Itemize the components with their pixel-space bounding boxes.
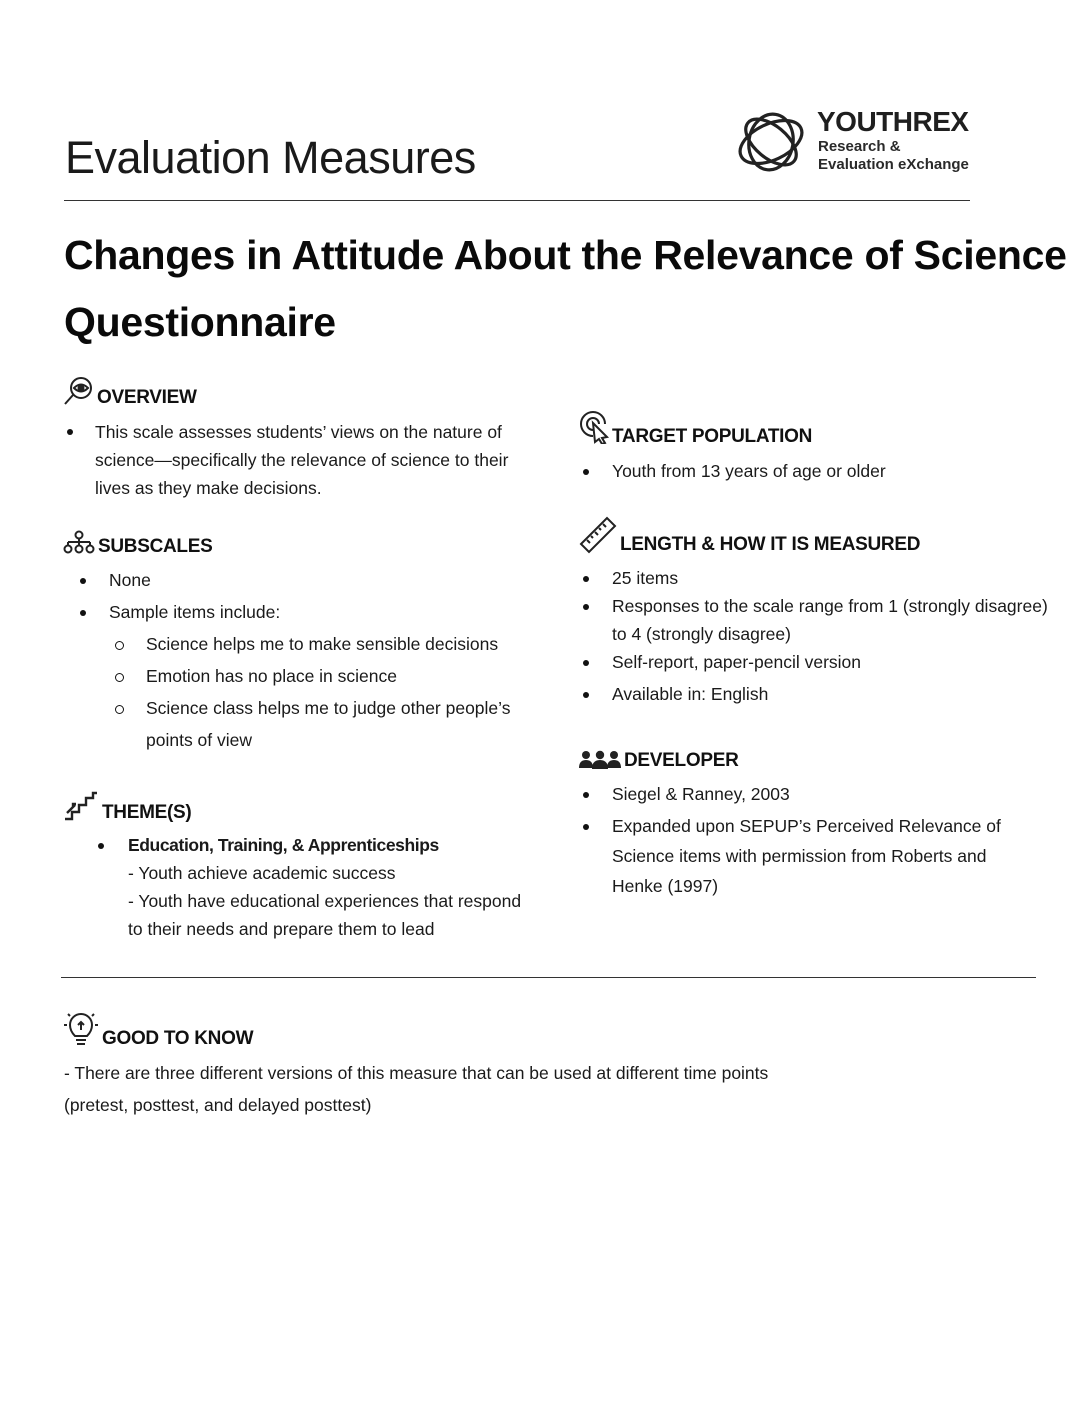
bullet: [583, 692, 589, 698]
theme-name: Education, Training, & Apprenticeships: [128, 835, 439, 855]
bullet: [98, 843, 104, 849]
developer-item-2-continuation-2: Henke (1997): [612, 876, 719, 896]
length-list: [580, 564, 1048, 704]
overview-line-1: This scale assesses students’ views on the nature of: [95, 422, 502, 442]
developer-item-2: Expanded upon SEPUP’s Perceived Relevance of: [612, 816, 1001, 836]
bullet: [583, 604, 589, 610]
bullet: [80, 578, 86, 584]
orbit-logo-icon: [733, 104, 811, 180]
themes-heading: THEME(S): [102, 802, 192, 823]
overview-line-2: science—specifically the relevance of science to their: [95, 450, 509, 470]
bullet: [583, 469, 589, 475]
sample-item-2: Emotion has no place in science: [146, 666, 397, 686]
subscale-item-1: None: [109, 570, 151, 590]
page-title: [64, 222, 1067, 356]
developer-item-1: Siegel & Ranney, 2003: [612, 784, 790, 804]
themes-list: [64, 831, 534, 951]
subscale-item-2: Sample items include:: [109, 602, 281, 622]
theme-line-1: - Youth achieve academic success: [128, 863, 396, 883]
sub-bullet: [115, 641, 124, 650]
bullet: [583, 824, 589, 830]
logo-line-2: Evaluation eXchange: [818, 156, 969, 173]
page-title-line-1: Changes in Attitude About the Relevance of Science: [64, 232, 1067, 278]
bullet: [583, 660, 589, 666]
stairs-icon: [63, 791, 99, 821]
length-item-4: Available in: English: [612, 684, 769, 704]
page-title-line-2: Questionnaire: [64, 299, 336, 345]
sample-item-3-continuation: points of view: [146, 730, 253, 750]
length-item-2: Responses to the scale range from 1 (strongly disagree): [612, 596, 1048, 616]
logo-name: YOUTHREX: [817, 106, 969, 137]
hierarchy-icon: [63, 530, 95, 554]
theme-line-2: - Youth have educational experiences that respond: [128, 891, 522, 911]
overview-line-3: lives as they make decisions.: [95, 478, 322, 498]
youthrex-logo: [733, 104, 978, 184]
subscales-heading: SUBSCALES: [98, 536, 213, 557]
length-item-3: Self-report, paper-pencil version: [612, 652, 862, 672]
bullet: [67, 429, 73, 435]
sample-item-3: Science class helps me to judge other people’s: [146, 698, 511, 718]
good-to-know-heading: GOOD TO KNOW: [102, 1028, 254, 1049]
bullet: [80, 610, 86, 616]
developer-item-2-continuation-1: Science items with permission from Roberts and: [612, 846, 987, 866]
target-population-item-1: Youth from 13 years of age or older: [612, 461, 886, 481]
target-population-list: [580, 457, 1050, 487]
theme-line-3: to their needs and prepare them to lead: [128, 919, 435, 939]
target-cursor-icon: [579, 410, 611, 444]
magnifier-eye-icon: [63, 376, 95, 406]
ruler-icon: [579, 516, 617, 554]
header-divider: [64, 200, 970, 201]
good-to-know-line-2: (pretest, posttest, and delayed posttest): [64, 1095, 372, 1115]
overview-heading: OVERVIEW: [97, 387, 197, 408]
header-title: Evaluation Measures: [65, 132, 476, 183]
sample-item-1: Science helps me to make sensible decisions: [146, 634, 499, 654]
subscales-list: [64, 566, 534, 756]
length-item-2-continuation: to 4 (strongly disagree): [612, 624, 791, 644]
developer-heading: DEVELOPER: [624, 750, 739, 771]
length-item-1: 25 items: [612, 568, 679, 588]
good-to-know-line-1: - There are three different versions of this measure that can be used at different time points: [64, 1063, 769, 1083]
sub-bullet: [115, 705, 124, 714]
lightbulb-icon: [63, 1010, 99, 1048]
bullet: [583, 792, 589, 798]
logo-line-1: Research &: [818, 138, 901, 155]
section-divider: [61, 977, 1036, 978]
people-group-icon: [579, 750, 621, 770]
target-population-heading: TARGET POPULATION: [612, 426, 813, 447]
developer-list: [580, 780, 1040, 900]
good-to-know-text: [64, 1059, 1054, 1129]
bullet: [583, 576, 589, 582]
length-heading: LENGTH & HOW IT IS MEASURED: [620, 534, 921, 555]
sub-bullet: [115, 673, 124, 682]
